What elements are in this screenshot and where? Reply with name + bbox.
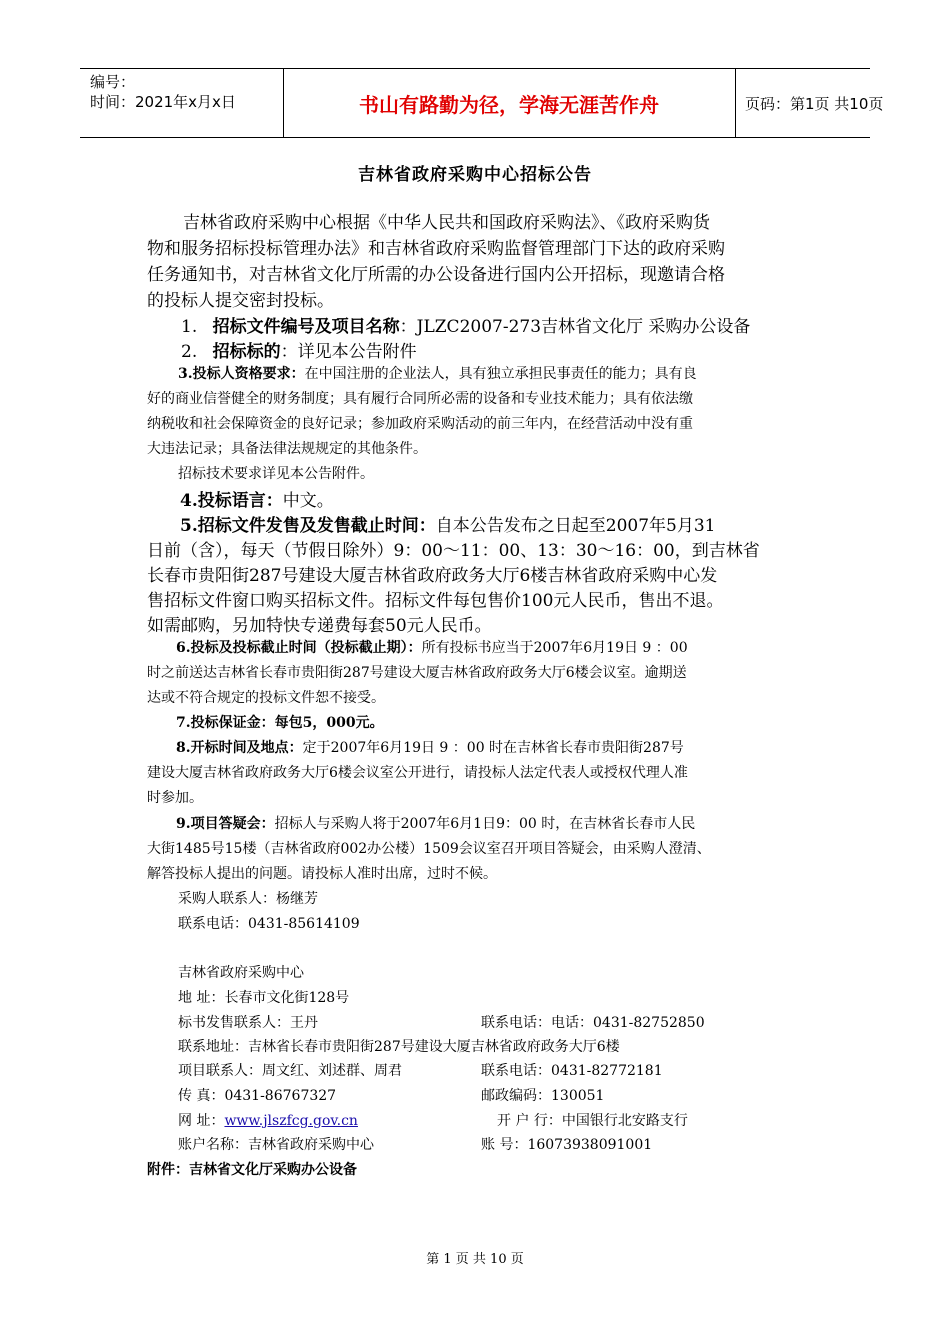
- item-8-first-line: [176, 737, 684, 757]
- item-3-line: 好的商业信誉健全的财务制度；具有履行合同所必需的设备和专业技术能力；具有依法缴: [147, 391, 693, 407]
- attachment-label: 附件：吉林省文化厅采购办公设备: [147, 1162, 357, 1178]
- item-3-line: 纳税收和社会保障资金的良好记录；参加政府采购活动的前三年内，在经营活动中没有重: [147, 416, 693, 432]
- item-3-first-line: [178, 363, 697, 383]
- item-7-label: 7.投标保证金：每包5，000元。: [176, 715, 384, 731]
- item-1-num: 1.: [181, 317, 198, 337]
- item-1: [181, 312, 750, 337]
- header-divider: [735, 69, 736, 137]
- item-8-line: 时参加。: [147, 790, 203, 806]
- item-5-first-line: [180, 511, 715, 536]
- seller-contact: 标书发售联系人：王丹: [178, 1015, 318, 1031]
- item-5-line: 如需邮购，另加特快专递费每套50元人民币。: [147, 616, 492, 636]
- item-3-note: 招标技术要求详见本公告附件。: [178, 466, 374, 482]
- item-9-first-line: [176, 813, 695, 833]
- item-3-line: 大违法记录；具备法律法规规定的其他条件。: [147, 441, 427, 457]
- item-6-line: 达或不符合规定的投标文件恕不接受。: [147, 690, 385, 706]
- item-6-label: 6.投标及投标截止时间（投标截止期）：: [176, 640, 422, 656]
- contact-address: 联系地址：吉林省长春市贵阳街287号建设大厦吉林省政府政务大厅6楼: [178, 1039, 620, 1055]
- attachment: [147, 1159, 357, 1179]
- item-2: [181, 337, 417, 362]
- item-6-text: 所有投标书应当于2007年6月19日 9 ：00: [421, 640, 688, 656]
- website-link[interactable]: www.jlszfcg.gov.cn: [224, 1113, 358, 1129]
- header-time: 时间：2021年x月x日: [90, 93, 236, 111]
- item-5-line: 售招标文件窗口购买招标文件。招标文件每包售价100元人民币，售出不退。: [147, 591, 724, 611]
- header-motto: 书山有路勤为径，学海无涯苦作舟: [359, 92, 659, 117]
- header-number: 编号：: [90, 73, 136, 91]
- org-name: 吉林省政府采购中心: [178, 965, 304, 981]
- item-2-text: ：详见本公告附件: [280, 342, 417, 362]
- website-label: 网 址：: [178, 1113, 225, 1129]
- item-3-text: 在中国注册的企业法人，具有独立承担民事责任的能力；具有良: [304, 366, 697, 382]
- item-5-line: 长春市贵阳街287号建设大厦吉林省政府政务大厅6楼吉林省政府采购中心发: [147, 566, 718, 586]
- bank: 开 户 行：中国银行北安路支行: [497, 1113, 688, 1129]
- intro-line: 的投标人提交密封投标。: [147, 291, 334, 311]
- document-title: 吉林省政府采购中心招标公告: [358, 165, 592, 185]
- buyer-contact: 采购人联系人：杨继芳: [178, 891, 318, 907]
- item-6-line: 时之前送达吉林省长春市贵阳街287号建设大厦吉林省政府政务大厅6楼会议室。逾期送: [147, 665, 687, 681]
- intro-line: 物和服务招标投标管理办法》和吉林省政府采购监督管理部门下达的政府采购: [147, 239, 725, 259]
- item-9-text: 招标人与采购人将于2007年6月1日9：00 时，在吉林省长春市人民: [274, 816, 696, 832]
- item-9-label: 9.项目答疑会：: [176, 816, 275, 832]
- item-6-first-line: [176, 637, 688, 657]
- account-number: 账 号：16073938091001: [481, 1137, 653, 1153]
- item-8-line: 建设大厦吉林省政府政务大厅6楼会议室公开进行，请投标人法定代表人或授权代理人准: [147, 765, 688, 781]
- item-5-line: 日前（含），每天（节假日除外）9：00～11：00、13：30～16：00，到吉林省: [147, 541, 760, 561]
- header-divider: [283, 69, 284, 137]
- item-8-label: 8.开标时间及地点：: [176, 740, 303, 756]
- buyer-phone: 联系电话：0431-85614109: [178, 916, 360, 932]
- org-address: 地 址：长春市文化街128号: [178, 990, 350, 1006]
- item-4-label: 4.投标语言：: [180, 491, 283, 511]
- item-1-label: 招标文件编号及项目名称: [212, 317, 400, 337]
- item-5-label: 5.招标文件发售及发售截止时间：: [180, 516, 436, 536]
- item-3-label: 3.投标人资格要求：: [178, 366, 305, 382]
- item-2-label: 招标标的: [212, 342, 281, 362]
- item-8-text: 定于2007年6月19日 9 ：00 时在吉林省长春市贵阳街287号: [302, 740, 684, 756]
- item-5-text: 自本公告发布之日起至2007年5月31: [435, 516, 716, 536]
- item-4-text: 中文。: [282, 491, 334, 511]
- header-meta: [80, 69, 280, 137]
- item-9-line: 解答投标人提出的问题。请投标人准时出席，过时不候。: [147, 866, 497, 882]
- header-page-info: 页码：第1页 共10页: [745, 94, 884, 113]
- page-header: [80, 68, 884, 138]
- intro-line: 任务通知书，对吉林省文化厅所需的办公设备进行国内公开招标，现邀请合格: [147, 265, 725, 285]
- item-9-line: 大街1485号15楼（吉林省政府002办公楼）1509会议室召开项目答疑会，由采购人澄清、: [147, 841, 711, 857]
- postcode: 邮政编码：130051: [481, 1088, 605, 1104]
- fax: 传 真：0431-86767327: [178, 1088, 337, 1104]
- item-4: [180, 486, 334, 511]
- intro-line: 吉林省政府采购中心根据《中华人民共和国政府采购法》、《政府采购货: [183, 213, 710, 233]
- project-phone: 联系电话：0431-82772181: [481, 1063, 663, 1079]
- project-contacts: 项目联系人：周文红、刘述群、周君: [178, 1063, 402, 1079]
- item-1-text: ：JLZC2007-273吉林省文化厅 采购办公设备: [399, 317, 751, 337]
- seller-phone: 联系电话：电话：0431-82752850: [481, 1015, 705, 1031]
- account-name: 账户名称：吉林省政府采购中心: [178, 1137, 374, 1153]
- page-footer: 第 1 页 共 10 页: [426, 1252, 524, 1267]
- website-row: [178, 1110, 358, 1130]
- item-2-num: 2.: [181, 342, 198, 362]
- item-7: [176, 712, 384, 732]
